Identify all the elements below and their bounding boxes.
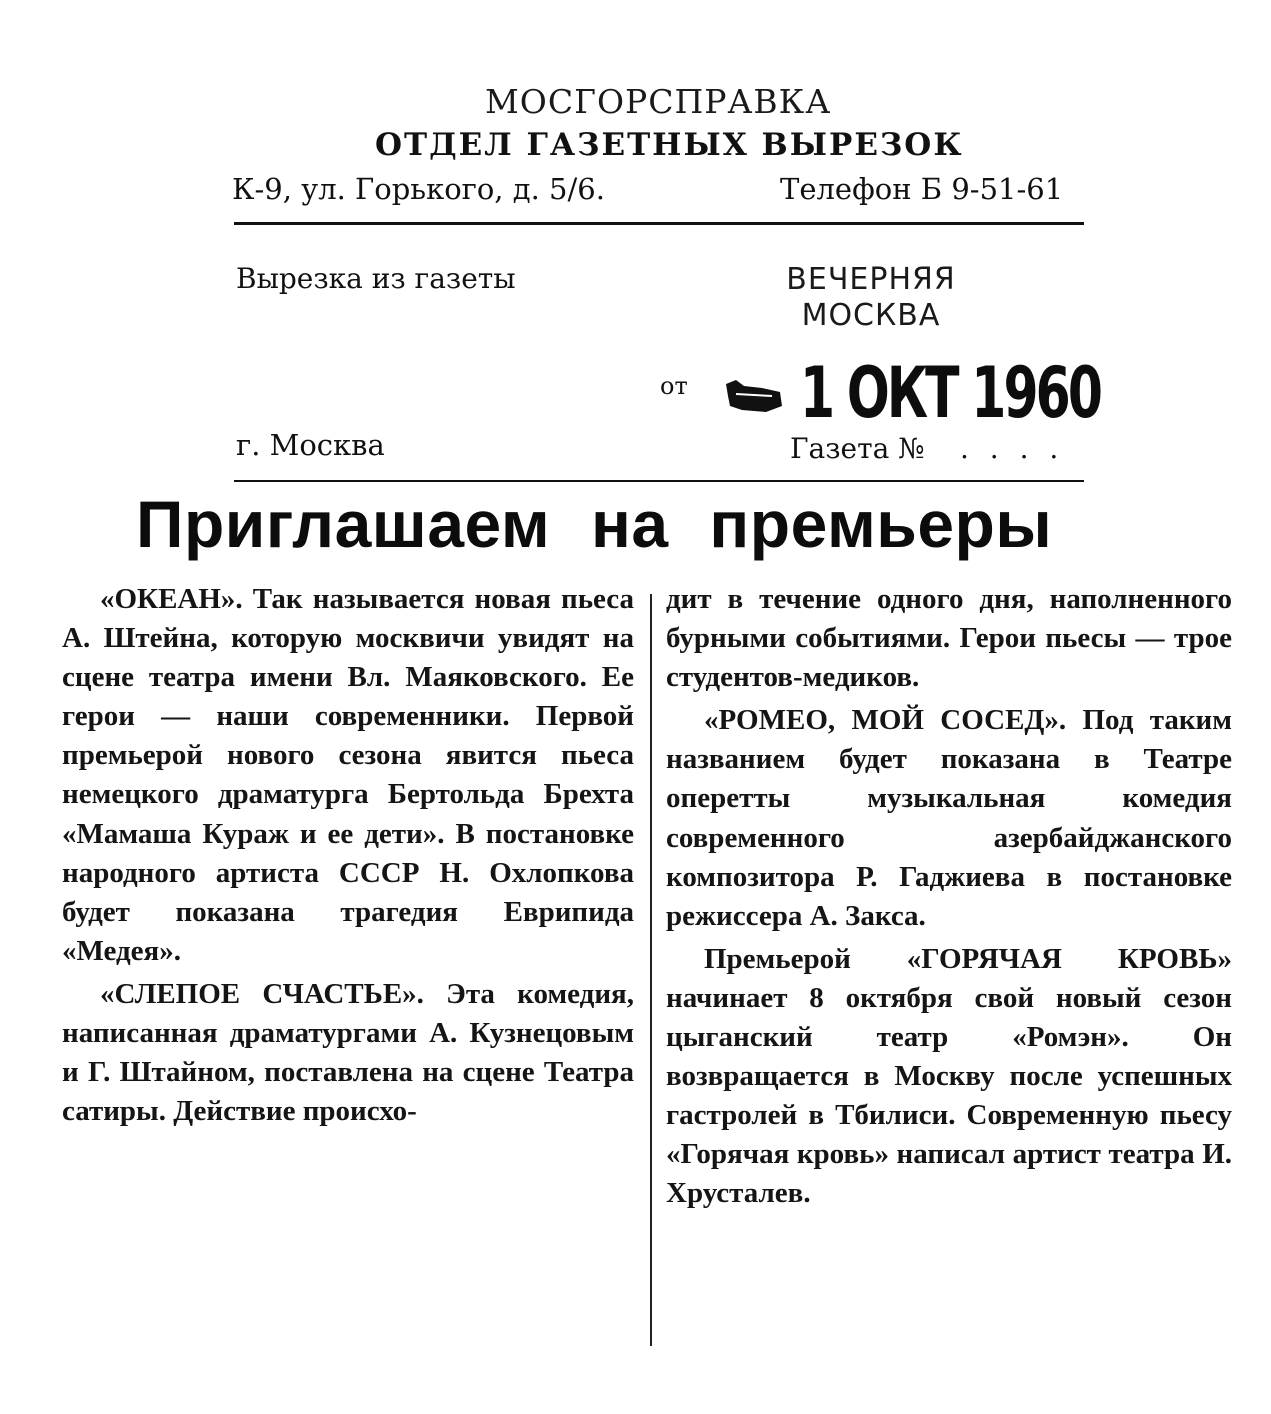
date-stamp: 1 ОКТ 1960 xyxy=(800,352,1101,434)
gazette-number-value: . . . . xyxy=(960,432,1065,465)
bureau-name: МОСГОРСПРАВКА xyxy=(485,82,832,121)
newspaper-name: ВЕЧЕРНЯЯ МОСКВА xyxy=(786,262,956,333)
paragraph-slepoe-schastie: «СЛЕПОЕ СЧАСТЬЕ». Эта комедия, написанная драматургами А. Кузнецовым и Г. Штайном, поставлена на сцене Театра сатиры. Действие происхо- xyxy=(62,977,634,1128)
header-rule xyxy=(234,222,1084,225)
paragraph-goryachaya-krov: Премьерой «ГОРЯЧАЯ КРОВЬ» начинает 8 октября свой новый сезон цыганский театр «Ромэн». Он возвращается в Москву после успешных гастролей в Тбилиси. Современную пьесу «Горячая кровь» написал артист театра И. Хрусталев. xyxy=(666,942,1232,1210)
stamp-ink-blot-icon xyxy=(722,376,784,416)
date-from-label: от xyxy=(660,372,688,400)
article-column-left xyxy=(62,580,634,1131)
article-column-right xyxy=(666,580,1232,1214)
article-headline: Приглашаем на премьеры xyxy=(136,487,1053,561)
bureau-address: К-9, ул. Горького, д. 5/6. xyxy=(232,172,605,206)
bureau-phone: Телефон Б 9-51-61 xyxy=(780,172,1064,206)
department-name: ОТДЕЛ ГАЗЕТНЫХ ВЫРЕЗОК xyxy=(375,127,964,163)
paragraph-continuation: дит в течение одного дня, наполненного бурными событиями. Герои пьесы — трое студентов-медиков. xyxy=(666,583,1232,694)
paragraph-okean: «ОКЕАН». Так называется новая пьеса А. Штейна, которую москвичи увидят на сцене театра имени Вл. Маяковского. Ее герои — наши современники. Первой премьерой нового сезона явится пьеса немецкого драматурга Бертольда Брехта «Мамаша Кураж и ее дети». В постановке народного артиста СССР Н. Охлопкова будет показана трагедия Еврипида «Медея». xyxy=(62,583,634,967)
clipping-label: Вырезка из газеты xyxy=(236,262,516,295)
paragraph-romeo: «РОМЕО, МОЙ СОСЕД». Под таким названием будет показана в Театре оперетты музыкальная комедия современного азербайджанского композитора Р. Гаджиева в постановке режиссера А. Закса. xyxy=(666,704,1232,932)
gazette-number-label: Газета № xyxy=(790,432,925,465)
city-label: г. Москва xyxy=(236,428,385,462)
column-divider xyxy=(650,594,652,1346)
header-bottom-rule xyxy=(234,480,1084,482)
